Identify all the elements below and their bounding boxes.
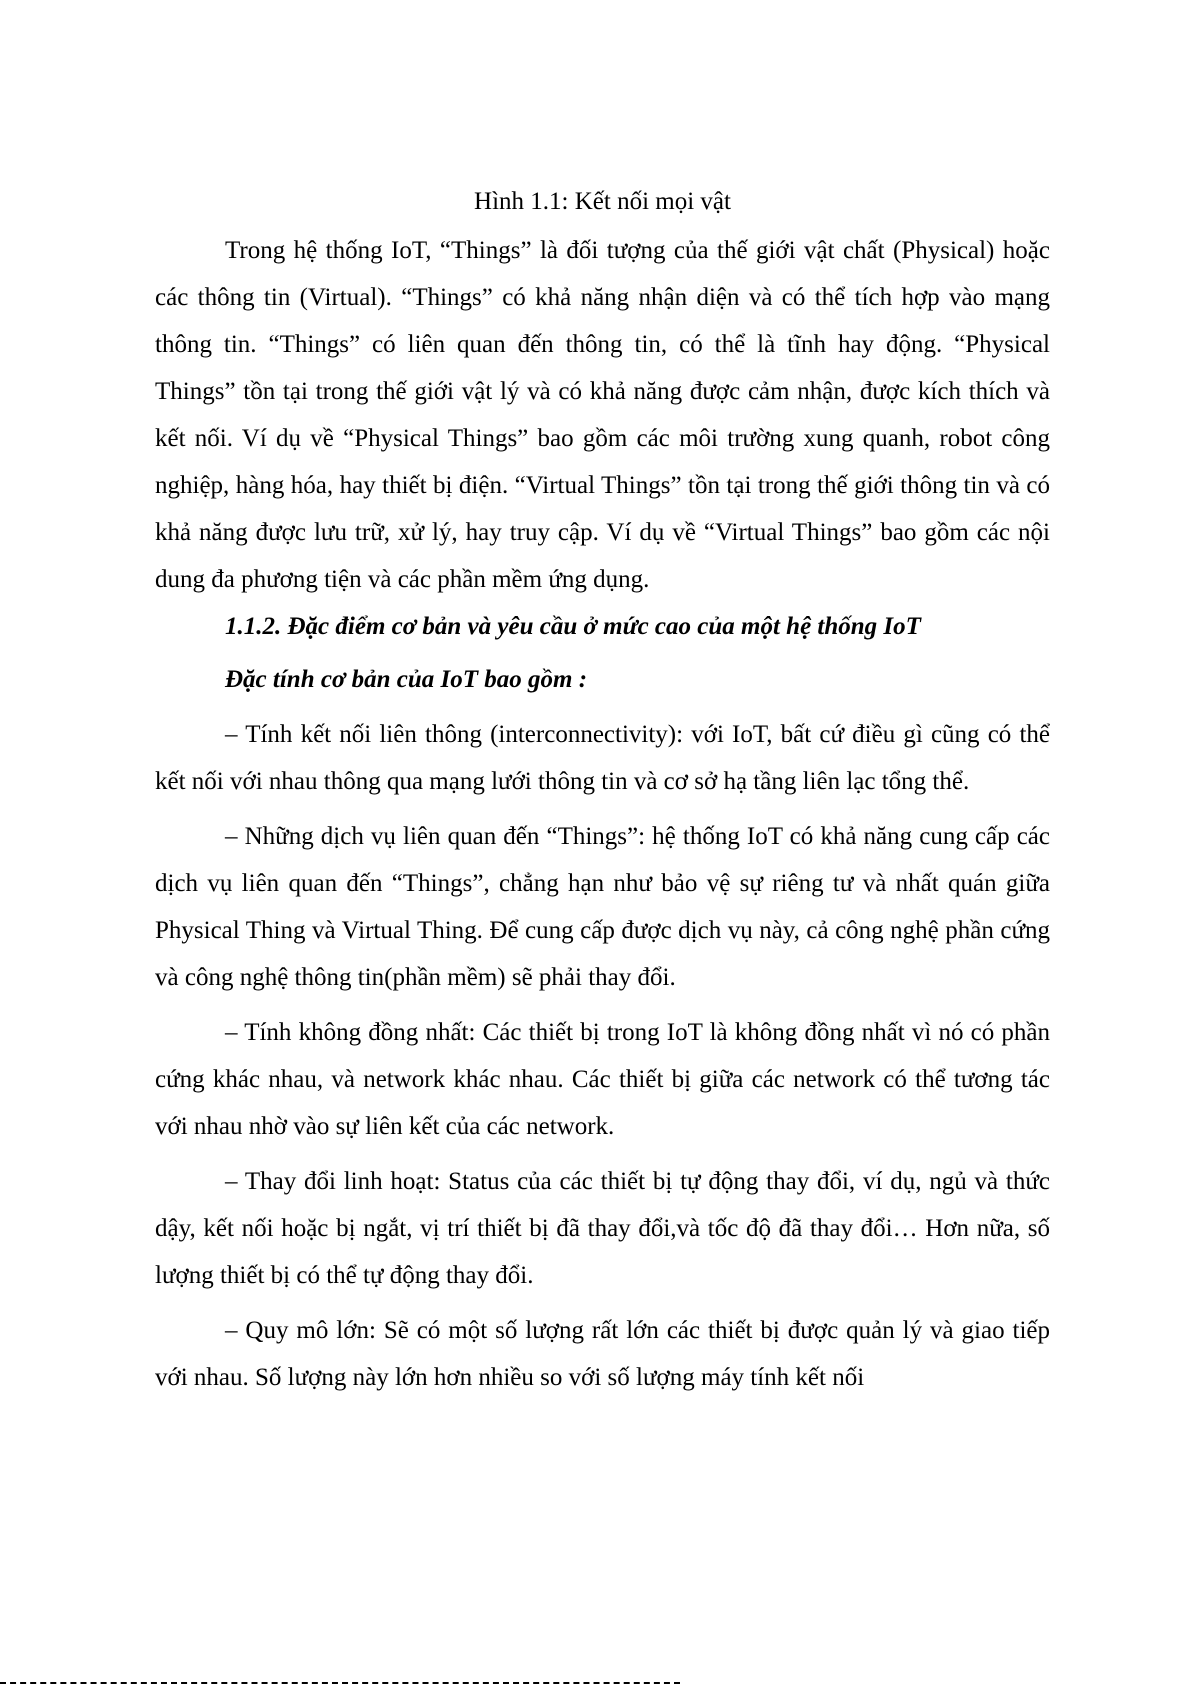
section-heading: 1.1.2. Đặc điểm cơ bản và yêu cầu ở mức cao của một hệ thống IoT xyxy=(225,613,921,640)
subheading: Đặc tính cơ bản của IoT bao gồm : xyxy=(225,666,588,693)
list-item-heterogeneity: – Tính không đồng nhất: Các thiết bị trong IoT là không đồng nhất vì nó có phần cứng khác nhau, và network khác nhau. Các thiết bị giữa các network có thể tương tác với nhau nhờ vào sự liên kết của các network. xyxy=(155,1019,1050,1140)
list-item-things-services: – Những dịch vụ liên quan đến “Things”: hệ thống IoT có khả năng cung cấp các dịch vụ liên quan đến “Things”, chẳng hạn như bảo vệ sự riêng tư và nhất quán giữa Physical Thing và Virtual Thing. Để cung cấp được dịch vụ này, cả công nghệ phần cứng và công nghệ thông tin(phần mềm) sẽ phải thay đổi. xyxy=(155,823,1050,991)
page-content xyxy=(155,178,1050,1401)
list-item-enormous-scale: – Quy mô lớn: Sẽ có một số lượng rất lớn các thiết bị được quản lý và giao tiếp với nhau. Số lượng này lớn hơn nhiều so với số lượng máy tính kết nối xyxy=(155,1317,1050,1391)
bottom-divider xyxy=(0,1682,680,1684)
intro-paragraph: Trong hệ thống IoT, “Things” là đối tượng của thế giới vật chất (Physical) hoặc các thông tin (Virtual). “Things” có khả năng nhận diện và có thể tích hợp vào mạng thông tin. “Things” có liên quan đến thông tin, có thể là tĩnh hay động. “Physical Things” tồn tại trong thế giới vật lý và có khả năng được cảm nhận, được kích thích và kết nối. Ví dụ về “Physical Things” bao gồm các môi trường xung quanh, robot công nghiệp, hàng hóa, hay thiết bị điện. “Virtual Things” tồn tại trong thế giới thông tin và có khả năng được lưu trữ, xử lý, hay truy cập. Ví dụ về “Virtual Things” bao gồm các nội dung đa phương tiện và các phần mềm ứng dụng. xyxy=(155,237,1050,593)
list-item-interconnectivity: – Tính kết nối liên thông (interconnectivity): với IoT, bất cứ điều gì cũng có thể kết nối với nhau thông qua mạng lưới thông tin và cơ sở hạ tầng liên lạc tổng thể. xyxy=(155,721,1050,795)
list-item-dynamic-changes: – Thay đổi linh hoạt: Status của các thiết bị tự động thay đổi, ví dụ, ngủ và thức dậy, kết nối hoặc bị ngắt, vị trí thiết bị đã thay đổi,và tốc độ đã thay đổi… Hơn nữa, số lượng thiết bị có thể tự động thay đổi. xyxy=(155,1168,1050,1289)
figure-caption: Hình 1.1: Kết nối mọi vật xyxy=(474,188,731,215)
